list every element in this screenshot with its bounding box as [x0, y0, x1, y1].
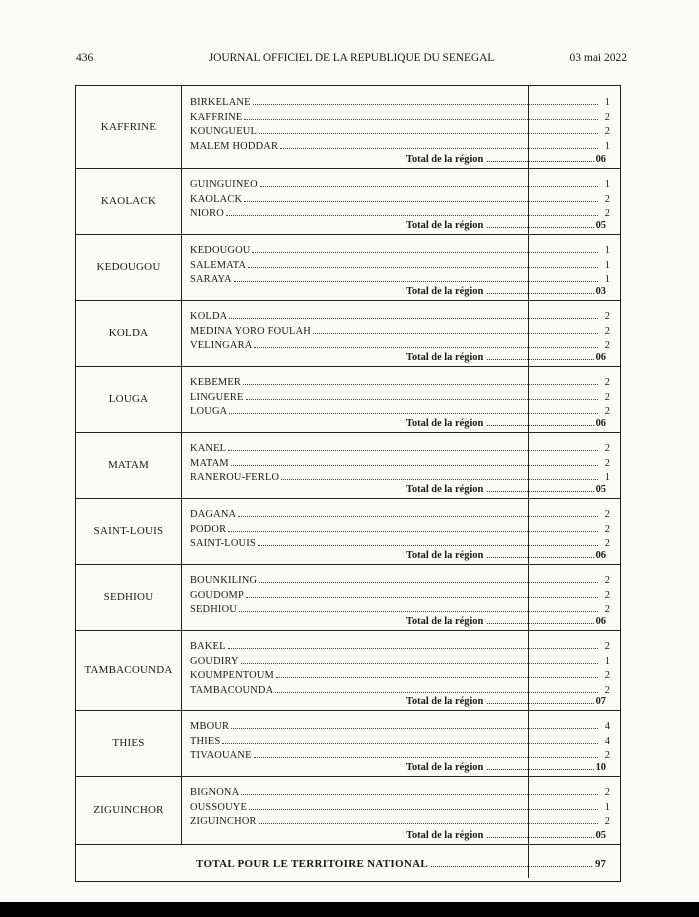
leader-dots	[276, 671, 598, 678]
department-row	[190, 669, 610, 684]
region-total-row	[406, 418, 606, 429]
region-total-label: Total de la région	[406, 550, 484, 561]
department-seats: 2	[604, 509, 610, 520]
leader-dots	[258, 539, 598, 546]
department-seats: 2	[604, 325, 610, 337]
leader-dots	[248, 261, 598, 268]
leader-dots	[234, 275, 598, 282]
region-total-value: 05	[595, 830, 606, 841]
region-total-value: 06	[595, 616, 606, 627]
region-name: KAOLACK	[76, 168, 182, 234]
leader-dots	[431, 860, 592, 867]
leader-dots	[254, 341, 598, 348]
department-seats: 2	[604, 311, 610, 322]
department-list	[190, 574, 610, 618]
leader-dots	[228, 444, 598, 451]
department-seats: 2	[604, 208, 610, 219]
department-seats: 2	[604, 604, 610, 615]
department-row	[190, 310, 610, 325]
department-name: TIVAOUANE	[190, 750, 252, 761]
department-name: KAFFRINE	[190, 111, 243, 123]
department-list	[190, 640, 610, 698]
leader-dots	[487, 419, 593, 426]
department-row	[190, 96, 610, 111]
leader-dots	[487, 763, 593, 770]
department-row	[190, 259, 610, 274]
grand-total-label: TOTAL POUR LE TERRITOIRE NATIONAL	[196, 858, 428, 870]
department-row	[190, 125, 610, 140]
grand-total-row	[76, 850, 620, 881]
department-name: BIRKELANE	[190, 97, 251, 108]
leader-dots	[259, 817, 598, 824]
region-name: MATAM	[76, 432, 182, 498]
region-block	[76, 630, 620, 711]
region-total-value: 07	[595, 696, 606, 707]
department-name: GOUDOMP	[190, 589, 244, 601]
department-row	[190, 193, 610, 208]
department-name: LOUGA	[190, 406, 228, 417]
leader-dots	[222, 737, 598, 744]
department-name: SARAYA	[190, 274, 232, 285]
department-seats: 2	[604, 523, 610, 535]
region-block	[76, 366, 620, 433]
page-number: 436	[76, 52, 94, 64]
department-name: KEBEMER	[190, 377, 242, 388]
department-row	[190, 325, 610, 340]
region-total-label: Total de la région	[406, 352, 484, 363]
department-seats: 2	[604, 406, 610, 417]
region-block	[76, 168, 620, 235]
department-seats: 1	[604, 472, 610, 483]
leader-dots	[313, 327, 598, 334]
leader-dots	[246, 393, 598, 400]
region-total-label: Total de la région	[406, 762, 484, 773]
department-list	[190, 96, 610, 154]
department-row	[190, 244, 610, 259]
department-name: RANEROU-FERLO	[190, 472, 280, 483]
department-seats: 4	[604, 721, 610, 732]
department-name: THIES	[190, 735, 221, 747]
department-seats: 1	[604, 801, 610, 813]
department-list	[190, 508, 610, 552]
leader-dots	[229, 312, 598, 319]
allocation-table	[75, 85, 621, 882]
department-seats: 1	[604, 274, 610, 285]
region-total-row	[406, 286, 606, 297]
department-row	[190, 655, 610, 670]
department-name: SAINT-LOUIS	[190, 538, 256, 549]
department-seats: 2	[604, 111, 610, 123]
region-total-row	[406, 830, 606, 841]
region-total-value: 05	[595, 220, 606, 231]
department-name: BAKEL	[190, 641, 226, 652]
region-block	[76, 300, 620, 367]
region-total-label: Total de la région	[406, 830, 484, 841]
leader-dots	[260, 180, 598, 187]
department-list	[190, 178, 610, 222]
department-name: MALEM HODDAR	[190, 140, 279, 152]
department-seats: 2	[604, 443, 610, 454]
department-seats: 2	[604, 391, 610, 403]
region-total-value: 10	[595, 762, 606, 773]
department-seats: 2	[604, 670, 610, 681]
region-total-row	[406, 220, 606, 231]
region-total-label: Total de la région	[406, 220, 484, 231]
leader-dots	[241, 788, 598, 795]
region-name: SEDHIOU	[76, 564, 182, 630]
leader-dots	[487, 617, 593, 624]
region-total-value: 06	[595, 352, 606, 363]
leader-dots	[487, 221, 593, 228]
region-name: THIES	[76, 710, 182, 776]
region-total-row	[406, 616, 606, 627]
department-seats: 4	[604, 735, 610, 747]
department-seats: 1	[604, 179, 610, 190]
department-seats: 2	[604, 457, 610, 469]
leader-dots	[228, 642, 598, 649]
leader-dots	[487, 697, 593, 704]
department-row	[190, 140, 610, 155]
department-list	[190, 786, 610, 830]
region-name: SAINT-LOUIS	[76, 498, 182, 564]
department-row	[190, 457, 610, 472]
department-row	[190, 640, 610, 655]
region-total-row	[406, 762, 606, 773]
region-total-row	[406, 484, 606, 495]
leader-dots	[244, 195, 598, 202]
leader-dots	[226, 209, 598, 216]
region-name: LOUGA	[76, 366, 182, 432]
leader-dots	[243, 378, 598, 385]
department-name: BIGNONA	[190, 787, 240, 798]
department-seats: 2	[604, 538, 610, 549]
department-name: MBOUR	[190, 721, 230, 732]
department-row	[190, 815, 610, 830]
leader-dots	[487, 551, 593, 558]
region-block	[76, 86, 620, 169]
leader-dots	[487, 831, 593, 838]
department-seats: 2	[604, 787, 610, 798]
region-total-row	[406, 352, 606, 363]
region-total-label: Total de la région	[406, 154, 484, 165]
region-total-row	[406, 154, 606, 165]
region-block	[76, 710, 620, 777]
department-row	[190, 735, 610, 750]
department-name: KAOLACK	[190, 193, 243, 205]
region-total-value: 06	[595, 154, 606, 165]
grand-total-value: 97	[595, 858, 606, 870]
department-seats: 2	[604, 126, 610, 137]
region-block	[76, 776, 620, 845]
department-row	[190, 442, 610, 457]
department-row	[190, 801, 610, 816]
department-row	[190, 111, 610, 126]
leader-dots	[246, 591, 598, 598]
department-name: TAMBACOUNDA	[190, 684, 274, 696]
department-seats: 2	[604, 589, 610, 601]
region-total-label: Total de la région	[406, 418, 484, 429]
leader-dots	[487, 485, 593, 492]
region-total-row	[406, 696, 606, 707]
department-name: OUSSOUYE	[190, 801, 248, 813]
department-row	[190, 508, 610, 523]
leader-dots	[487, 353, 593, 360]
department-name: KOLDA	[190, 311, 228, 322]
department-name: BOUNKILING	[190, 575, 258, 586]
department-seats: 1	[604, 140, 610, 152]
region-block	[76, 432, 620, 499]
region-name: KAFFRINE	[76, 86, 182, 168]
page-header	[76, 52, 627, 68]
publication-date: 03 mai 2022	[569, 52, 627, 64]
department-name: SALEMATA	[190, 259, 247, 271]
region-name: KEDOUGOU	[76, 234, 182, 300]
leader-dots	[231, 722, 598, 729]
department-name: KOUMPENTOUM	[190, 670, 274, 681]
department-seats: 1	[604, 97, 610, 108]
region-total-value: 03	[595, 286, 606, 297]
department-name: LINGUERE	[190, 391, 244, 403]
department-name: VELINGARA	[190, 340, 253, 351]
department-row	[190, 391, 610, 406]
department-seats: 2	[604, 641, 610, 652]
department-seats: 2	[604, 575, 610, 586]
department-row	[190, 523, 610, 538]
region-total-value: 06	[595, 418, 606, 429]
department-name: KANEL	[190, 443, 227, 454]
region-total-value: 05	[595, 484, 606, 495]
leader-dots	[253, 98, 598, 105]
department-seats: 2	[604, 193, 610, 205]
department-name: ZIGUINCHOR	[190, 816, 257, 827]
department-name: NIORO	[190, 208, 224, 219]
department-name: GUINGUINEO	[190, 179, 258, 190]
region-name: TAMBACOUNDA	[76, 630, 182, 710]
region-total-label: Total de la région	[406, 286, 484, 297]
department-seats: 2	[604, 816, 610, 827]
region-total-value: 06	[595, 550, 606, 561]
department-list	[190, 310, 610, 354]
department-name: KEDOUGOU	[190, 245, 251, 256]
region-name: KOLDA	[76, 300, 182, 366]
department-seats: 2	[604, 340, 610, 351]
department-name: MATAM	[190, 457, 229, 469]
department-name: MEDINA YORO FOULAH	[190, 325, 311, 337]
leader-dots	[228, 525, 598, 532]
leader-dots	[241, 657, 598, 664]
department-name: DAGANA	[190, 509, 237, 520]
department-row	[190, 786, 610, 801]
region-total-label: Total de la région	[406, 696, 484, 707]
department-seats: 2	[604, 750, 610, 761]
region-name: ZIGUINCHOR	[76, 776, 182, 844]
leader-dots	[281, 473, 598, 480]
department-name: GOUDIRY	[190, 655, 239, 667]
leader-dots	[231, 459, 598, 466]
department-list	[190, 720, 610, 764]
department-seats: 1	[604, 245, 610, 256]
leader-dots	[244, 113, 598, 120]
leader-dots	[254, 751, 598, 758]
department-row	[190, 178, 610, 193]
department-row	[190, 376, 610, 391]
column-divider	[528, 85, 529, 878]
leader-dots	[229, 407, 598, 414]
leader-dots	[259, 127, 598, 134]
region-block	[76, 234, 620, 301]
department-row	[190, 574, 610, 589]
department-row	[190, 589, 610, 604]
journal-title: JOURNAL OFFICIEL DE LA REPUBLIQUE DU SENEGAL	[208, 52, 495, 64]
department-list	[190, 442, 610, 486]
department-row	[190, 720, 610, 735]
region-total-row	[406, 550, 606, 561]
department-seats: 2	[604, 684, 610, 696]
leader-dots	[249, 803, 598, 810]
leader-dots	[487, 155, 593, 162]
department-list	[190, 376, 610, 420]
region-total-label: Total de la région	[406, 484, 484, 495]
region-total-label: Total de la région	[406, 616, 484, 627]
department-name: SEDHIOU	[190, 604, 238, 615]
department-name: KOUNGUEUL	[190, 126, 258, 137]
department-seats: 1	[604, 655, 610, 667]
region-block	[76, 498, 620, 565]
leader-dots	[259, 576, 598, 583]
region-block	[76, 564, 620, 631]
leader-dots	[275, 686, 598, 693]
leader-dots	[487, 287, 593, 294]
leader-dots	[252, 246, 598, 253]
leader-dots	[280, 142, 598, 149]
department-seats: 2	[604, 377, 610, 388]
department-seats: 1	[604, 259, 610, 271]
leader-dots	[238, 510, 598, 517]
leader-dots	[239, 605, 598, 612]
department-list	[190, 244, 610, 288]
department-name: PODOR	[190, 523, 227, 535]
